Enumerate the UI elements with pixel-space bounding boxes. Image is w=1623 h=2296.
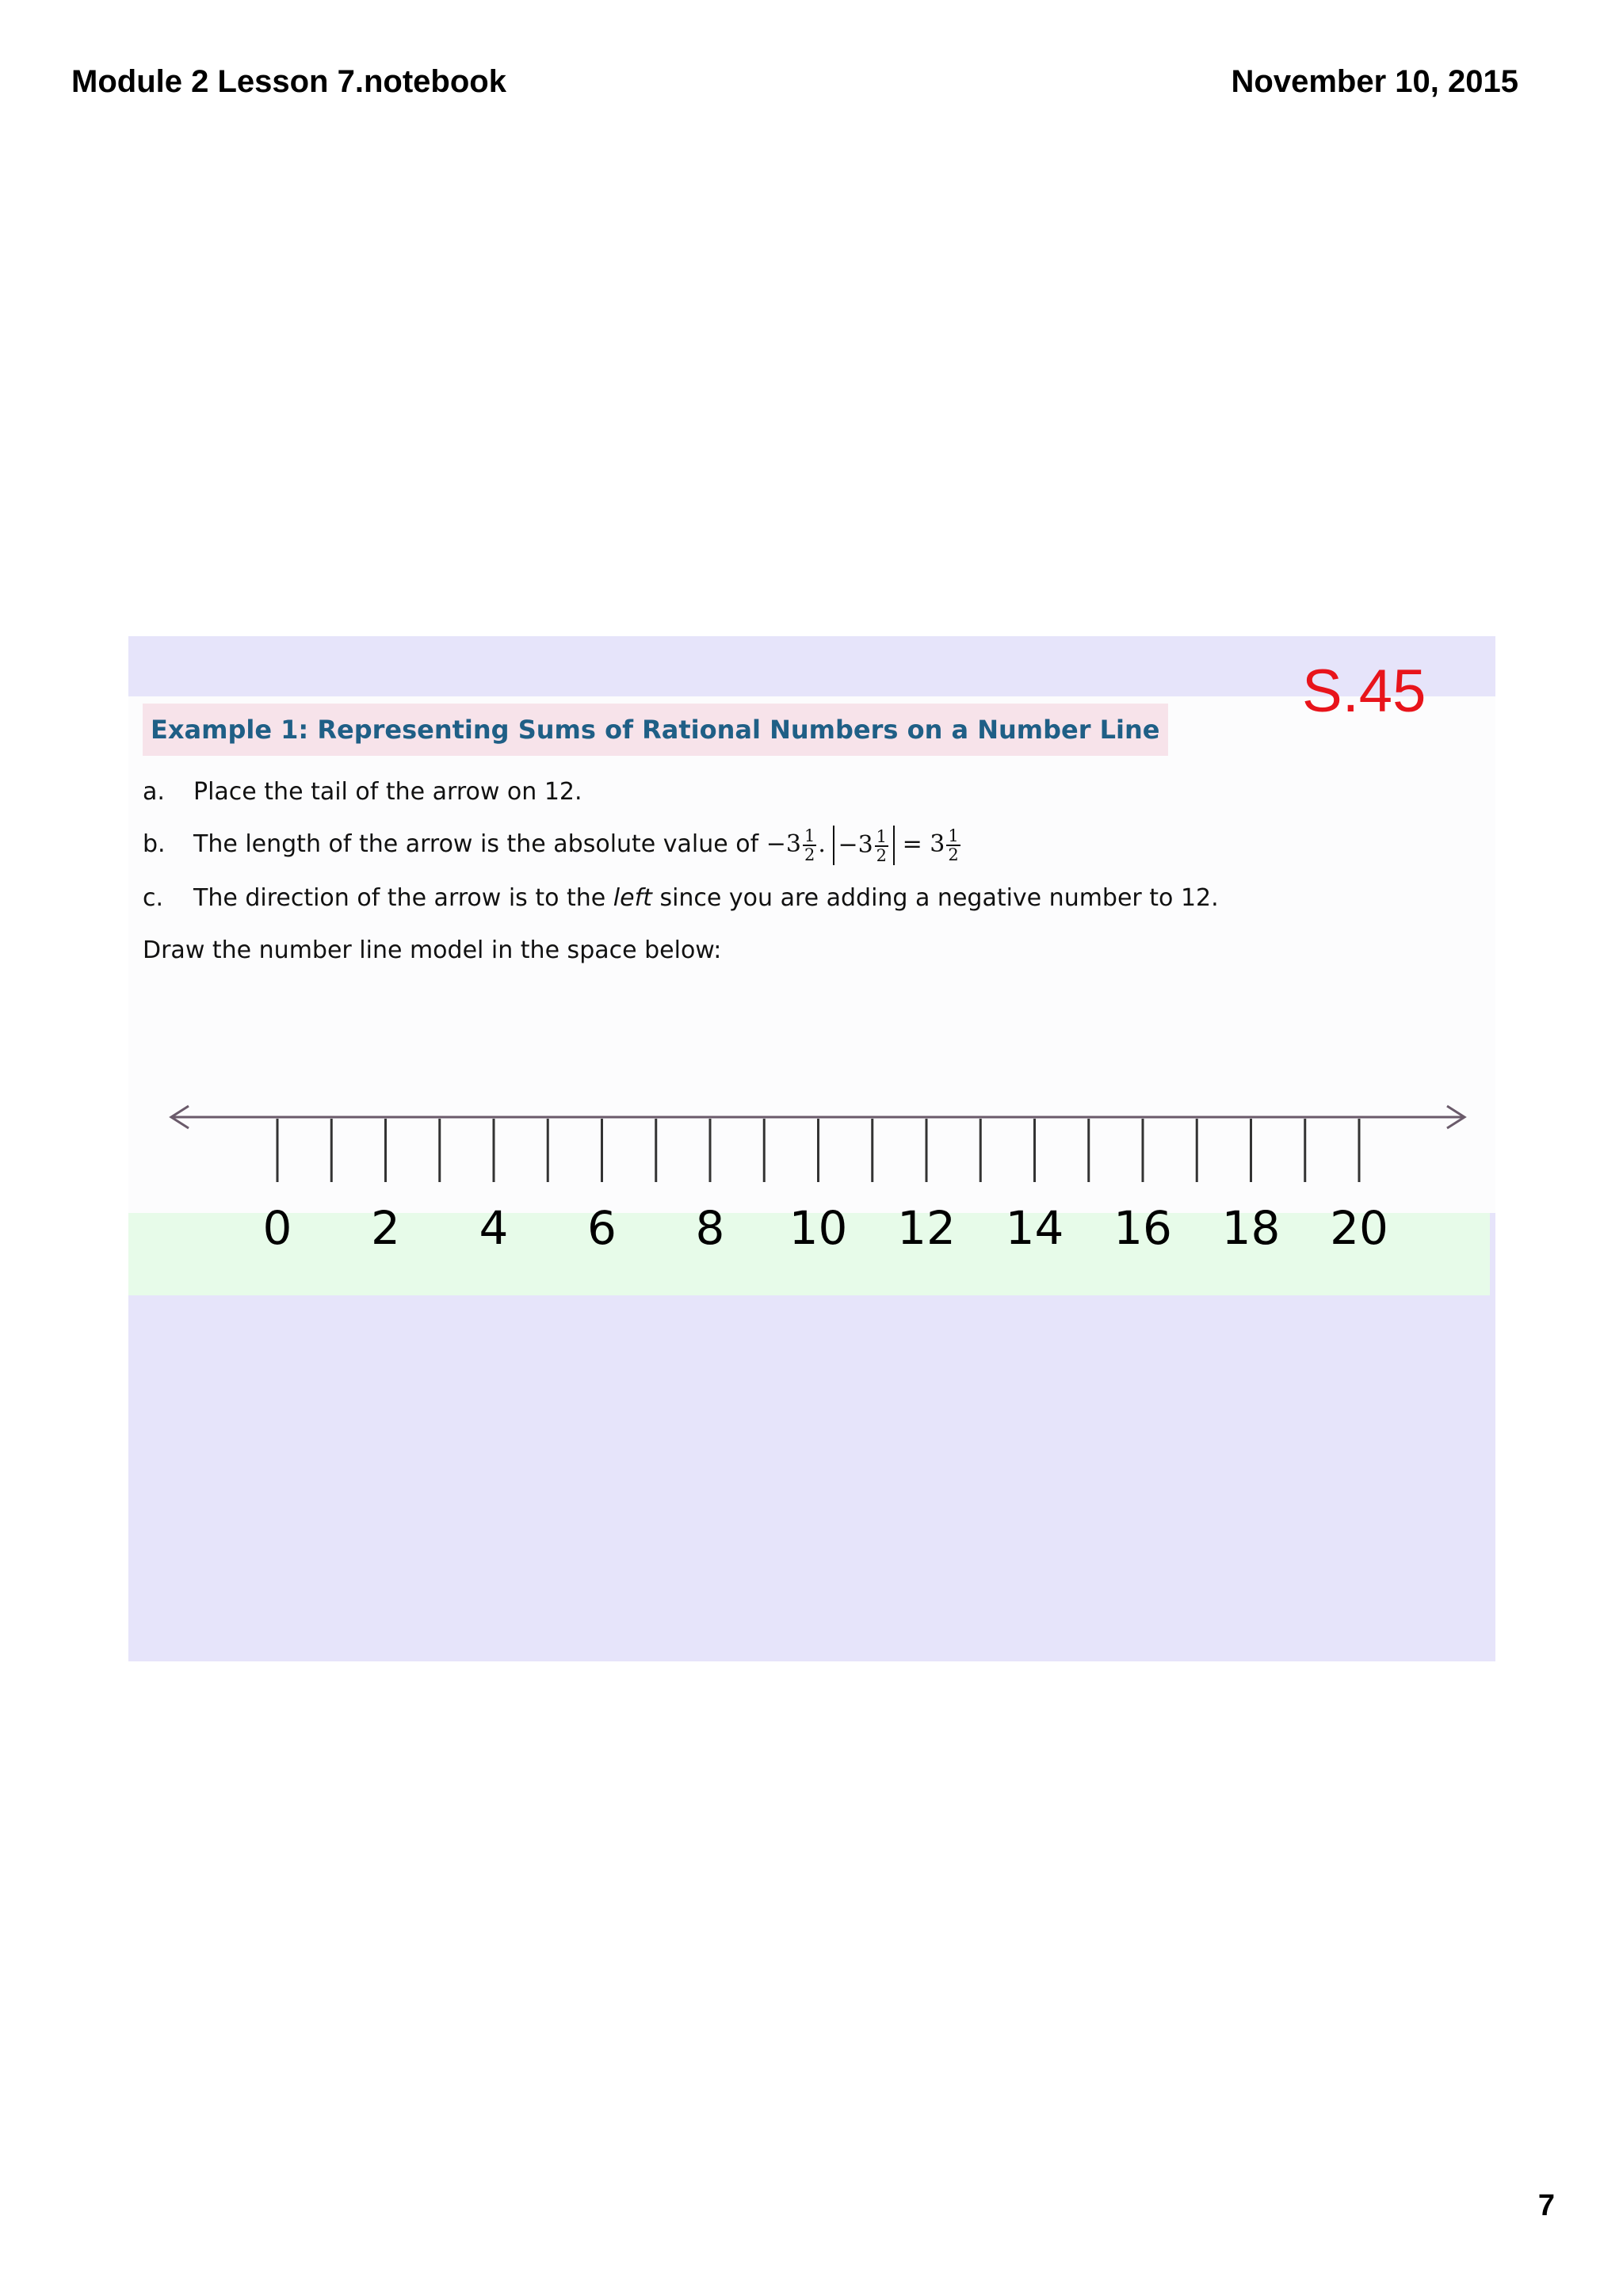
math-neg-mixed: −3 $\frac{1}{2}$ . bbox=[766, 826, 826, 864]
item-letter: c. bbox=[143, 884, 164, 912]
tick-label: 12 bbox=[897, 1201, 956, 1255]
item-c-text: The direction of the arrow is to the left since you are adding a negative number to 12. bbox=[193, 884, 1219, 912]
item-letter: a. bbox=[143, 778, 165, 806]
equals-sign: = bbox=[902, 830, 922, 858]
item-a-text: Place the tail of the arrow on 12. bbox=[193, 778, 582, 806]
document-title: Module 2 Lesson 7.notebook bbox=[71, 64, 506, 99]
math-result: 3 $\frac{1}{2}$ bbox=[930, 826, 959, 864]
tick-label: 14 bbox=[1005, 1201, 1064, 1255]
item-b-text bbox=[193, 824, 962, 865]
item-b-sentence: The length of the arrow is the absolute value of bbox=[193, 830, 766, 858]
slide-code: S.45 bbox=[1302, 658, 1426, 725]
tick-label: 20 bbox=[1330, 1201, 1388, 1255]
tick-label: 2 bbox=[371, 1201, 400, 1255]
emphasis-left: left bbox=[613, 884, 652, 912]
tick-label: 8 bbox=[695, 1201, 725, 1255]
fraction: $\frac{1}{2}$ bbox=[804, 826, 815, 864]
tick-label: 16 bbox=[1113, 1201, 1172, 1255]
item-letter: b. bbox=[143, 830, 166, 858]
tick-label: 10 bbox=[789, 1201, 848, 1255]
tick-label: 4 bbox=[479, 1201, 509, 1255]
highlight-band bbox=[128, 1213, 1490, 1295]
instruction-text: Draw the number line model in the space below: bbox=[143, 936, 722, 964]
page-number: 7 bbox=[1537, 2189, 1555, 2222]
tick-label: 6 bbox=[587, 1201, 617, 1255]
tick-label: 18 bbox=[1221, 1201, 1281, 1255]
example-title: Example 1: Representing Sums of Rational Numbers on a Number Line bbox=[143, 704, 1168, 756]
document-date: November 10, 2015 bbox=[1231, 64, 1518, 99]
tick-label: 0 bbox=[262, 1201, 292, 1255]
absolute-value-expression: −3 $\frac{1}{2}$ bbox=[833, 826, 895, 865]
